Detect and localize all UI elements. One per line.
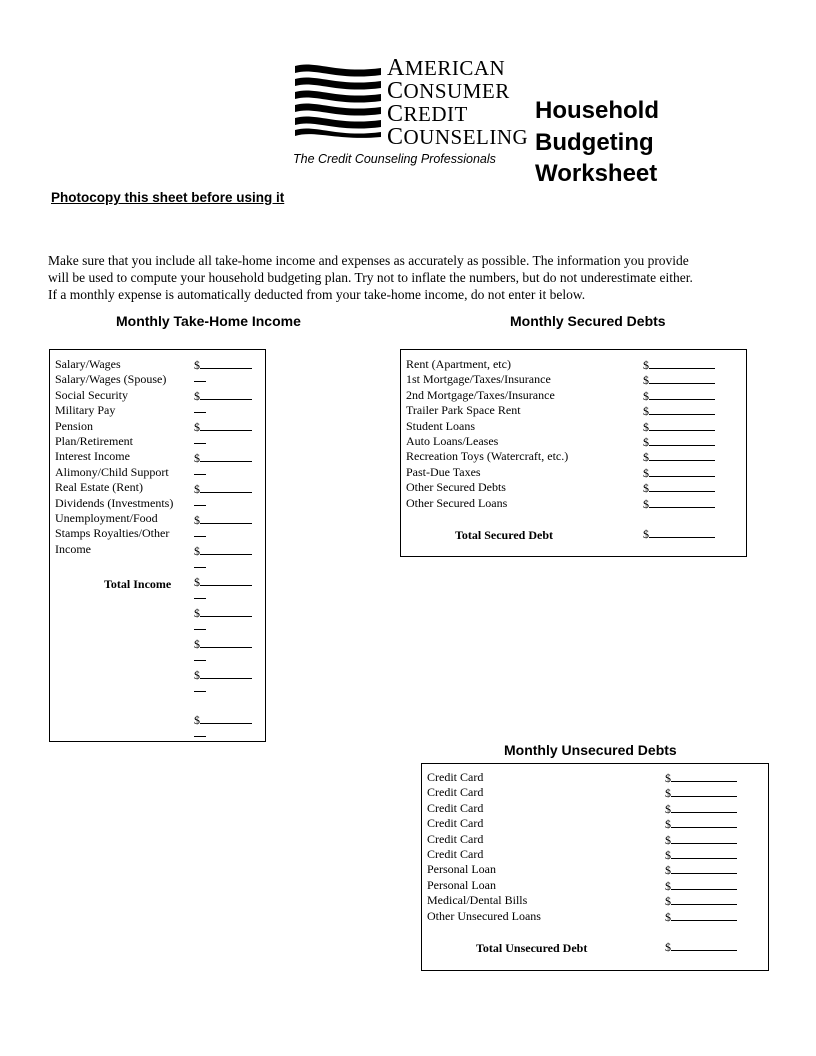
secured-item-label: Student Loans (406, 418, 475, 433)
amount-blank[interactable] (671, 847, 737, 859)
income-item-label: Stamps Royalties/Other (55, 526, 170, 541)
secured-amount-field[interactable] (643, 357, 715, 373)
income-amount-field[interactable] (194, 357, 252, 373)
currency-symbol: $ (194, 637, 200, 651)
income-item-label: Income (55, 541, 91, 556)
unsecured-amount-field[interactable] (665, 847, 737, 863)
amount-blank-continuation (194, 505, 206, 506)
unsecured-item-label: Credit Card (427, 831, 484, 846)
amount-blank-continuation (194, 443, 206, 444)
currency-symbol: $ (665, 832, 671, 847)
intro-paragraph (48, 252, 768, 303)
currency-symbol: $ (643, 450, 649, 465)
currency-symbol: $ (643, 388, 649, 403)
income-amount-field[interactable] (194, 512, 252, 528)
income-item-label: Plan/Retirement (55, 434, 133, 448)
logo-line-4: COUNSELING (387, 124, 529, 150)
unsecured-item-label: Other Unsecured Loans (427, 908, 541, 923)
secured-item-label: Past-Due Taxes (406, 464, 481, 479)
amount-blank[interactable] (200, 712, 252, 724)
secured-box (400, 349, 747, 557)
amount-blank[interactable] (671, 832, 737, 844)
secured-item-label: Other Secured Loans (406, 495, 508, 510)
income-item-label: Social Security (55, 387, 128, 402)
amount-blank[interactable] (671, 801, 737, 813)
amount-blank[interactable] (200, 512, 252, 524)
unsecured-item-label: Medical/Dental Bills (427, 893, 528, 908)
logo-waves-icon (293, 62, 383, 138)
secured-item-label: Other Secured Debts (406, 480, 506, 495)
amount-blank-continuation (194, 567, 206, 568)
amount-blank[interactable] (649, 357, 715, 369)
intro-line-2: will be used to compute your household budgeting plan. Try not to inflate the numbers, but do not underestimate either. (48, 270, 693, 285)
logo-tagline: The Credit Counseling Professionals (293, 152, 496, 166)
amount-blank[interactable] (671, 909, 737, 921)
income-item-label: Military Pay (55, 403, 116, 418)
currency-symbol: $ (194, 420, 200, 434)
amount-blank[interactable] (200, 388, 252, 400)
amount-blank[interactable] (671, 878, 737, 890)
amount-blank[interactable] (649, 526, 715, 538)
income-total-label: Total Income (104, 577, 172, 591)
secured-item-label: Trailer Park Space Rent (406, 403, 521, 418)
currency-symbol: $ (665, 848, 671, 862)
currency-symbol: $ (665, 878, 671, 893)
income-amount-field[interactable] (194, 450, 252, 466)
amount-blank-continuation (194, 629, 206, 630)
unsecured-amount-field[interactable] (665, 939, 737, 955)
currency-symbol: $ (665, 863, 671, 878)
income-amount-field[interactable] (194, 712, 252, 728)
income-item-label: Salary/Wages (Spouse) (55, 372, 167, 387)
amount-blank[interactable] (649, 496, 715, 508)
amount-blank[interactable] (649, 372, 715, 384)
amount-blank-continuation (194, 691, 206, 692)
amount-blank[interactable] (649, 465, 715, 477)
unsecured-item-label: Credit Card (427, 847, 484, 861)
amount-blank[interactable] (671, 785, 737, 797)
currency-symbol: $ (665, 786, 671, 801)
income-item-label: Pension (55, 418, 94, 433)
currency-symbol: $ (665, 940, 671, 954)
amount-blank[interactable] (671, 893, 737, 905)
secured-amount-field[interactable] (643, 372, 715, 388)
currency-symbol: $ (665, 801, 671, 816)
currency-symbol: $ (194, 668, 200, 682)
amount-blank-continuation (194, 660, 206, 661)
unsecured-amount-field[interactable] (665, 832, 737, 848)
currency-symbol: $ (194, 544, 200, 558)
secured-item-label: 2nd Mortgage/Taxes/Insurance (406, 387, 555, 402)
currency-symbol: $ (194, 575, 200, 589)
income-item-label: Interest Income (55, 449, 130, 464)
secured-amount-field[interactable] (643, 434, 715, 450)
amount-blank[interactable] (649, 449, 715, 461)
income-heading: Monthly Take-Home Income (116, 313, 301, 329)
secured-total-label: Total Secured Debt (455, 528, 554, 542)
currency-symbol: $ (643, 404, 649, 419)
secured-item-label: Auto Loans/Leases (406, 434, 499, 448)
page-title (535, 95, 659, 190)
amount-blank[interactable] (200, 636, 252, 648)
income-item-label: Real Estate (Rent) (55, 480, 143, 495)
secured-amount-field[interactable] (643, 388, 715, 404)
currency-symbol: $ (665, 771, 671, 785)
amount-blank[interactable] (649, 434, 715, 446)
amount-blank-continuation (194, 381, 206, 382)
secured-item-label: 1st Mortgage/Taxes/Insurance (406, 372, 551, 387)
currency-symbol: $ (665, 817, 671, 832)
secured-amount-field[interactable] (643, 403, 715, 419)
secured-heading: Monthly Secured Debts (510, 313, 666, 329)
income-item-label: Alimony/Child Support (55, 464, 169, 479)
unsecured-item-label: Personal Loan (427, 862, 496, 877)
secured-amount-field[interactable] (643, 496, 715, 512)
amount-blank[interactable] (200, 543, 252, 555)
currency-symbol: $ (194, 606, 200, 620)
currency-symbol: $ (643, 496, 649, 511)
title-line-3: Worksheet (535, 160, 658, 187)
income-amount-field[interactable] (194, 667, 252, 683)
amount-blank[interactable] (200, 605, 252, 617)
income-item-label: Salary/Wages (55, 357, 121, 371)
unsecured-item-label: Personal Loan (427, 877, 496, 892)
income-amount-field[interactable] (194, 574, 252, 590)
unsecured-total-label: Total Unsecured Debt (476, 941, 588, 955)
secured-amount-field[interactable] (643, 480, 715, 496)
currency-symbol: $ (643, 358, 649, 372)
currency-symbol: $ (194, 451, 200, 465)
unsecured-heading: Monthly Unsecured Debts (504, 742, 677, 758)
amount-blank[interactable] (649, 480, 715, 492)
income-amount-field[interactable] (194, 605, 252, 621)
unsecured-item-label: Credit Card (427, 816, 484, 831)
amount-blank[interactable] (200, 357, 252, 369)
currency-symbol: $ (665, 909, 671, 924)
intro-line-1: Make sure that you include all take-home income and expenses as accurately as possible. The information you provide (48, 253, 689, 268)
unsecured-amount-field[interactable] (665, 893, 737, 909)
intro-line-3: If a monthly expense is automatically deducted from your take-home income, do not enter it below. (48, 287, 586, 302)
amount-blank[interactable] (649, 388, 715, 400)
logo-line-2: CONSUMER (387, 78, 510, 104)
unsecured-amount-field[interactable] (665, 909, 737, 925)
unsecured-amount-field[interactable] (665, 770, 737, 786)
secured-amount-field[interactable] (643, 449, 715, 465)
income-item-label: Dividends (Investments) (55, 495, 174, 510)
currency-symbol: $ (665, 894, 671, 909)
photocopy-note: Photocopy this sheet before using it (51, 190, 285, 205)
amount-blank[interactable] (200, 667, 252, 679)
currency-symbol: $ (643, 435, 649, 449)
secured-item-label: Rent (Apartment, etc) (406, 357, 511, 371)
amount-blank[interactable] (671, 939, 737, 951)
amount-blank-continuation (194, 474, 206, 475)
currency-symbol: $ (643, 465, 649, 480)
income-amount-field[interactable] (194, 419, 252, 435)
income-amount-field[interactable] (194, 481, 252, 497)
amount-blank[interactable] (200, 419, 252, 431)
secured-amount-field[interactable] (643, 526, 715, 542)
secured-amount-field[interactable] (643, 465, 715, 481)
currency-symbol: $ (643, 373, 649, 388)
unsecured-item-label: Credit Card (427, 785, 484, 800)
title-line-1: Household (535, 97, 659, 124)
unsecured-amount-field[interactable] (665, 878, 737, 894)
unsecured-amount-field[interactable] (665, 862, 737, 878)
unsecured-amount-field[interactable] (665, 816, 737, 832)
currency-symbol: $ (194, 389, 200, 403)
currency-symbol: $ (643, 527, 649, 541)
unsecured-amount-field[interactable] (665, 785, 737, 801)
amount-blank-continuation (194, 598, 206, 599)
currency-symbol: $ (194, 713, 200, 727)
unsecured-item-label: Credit Card (427, 800, 484, 815)
income-amount-field[interactable] (194, 543, 252, 559)
currency-symbol: $ (194, 513, 200, 527)
amount-blank-continuation (194, 536, 206, 537)
income-amount-field[interactable] (194, 636, 252, 652)
unsecured-item-label: Credit Card (427, 770, 484, 784)
logo-line-3: CREDIT (387, 101, 468, 127)
income-amount-field[interactable] (194, 388, 252, 404)
amount-blank[interactable] (200, 450, 252, 462)
currency-symbol: $ (194, 482, 200, 496)
amount-blank[interactable] (200, 574, 252, 586)
amount-blank[interactable] (671, 770, 737, 782)
logo-line-1: AMERICAN (387, 55, 506, 81)
income-box (49, 349, 266, 742)
unsecured-box (421, 763, 769, 971)
secured-amount-field[interactable] (643, 419, 715, 435)
currency-symbol: $ (194, 358, 200, 372)
amount-blank[interactable] (649, 419, 715, 431)
secured-item-label: Recreation Toys (Watercraft, etc.) (406, 449, 569, 464)
amount-blank[interactable] (671, 816, 737, 828)
amount-blank[interactable] (649, 403, 715, 415)
amount-blank-continuation (194, 736, 206, 737)
currency-symbol: $ (643, 419, 649, 434)
amount-blank-continuation (194, 412, 206, 413)
amount-blank[interactable] (200, 481, 252, 493)
amount-blank[interactable] (671, 862, 737, 874)
unsecured-amount-field[interactable] (665, 801, 737, 817)
income-item-label: Unemployment/Food (55, 511, 158, 525)
currency-symbol: $ (643, 481, 649, 496)
title-line-2: Budgeting (535, 128, 654, 156)
